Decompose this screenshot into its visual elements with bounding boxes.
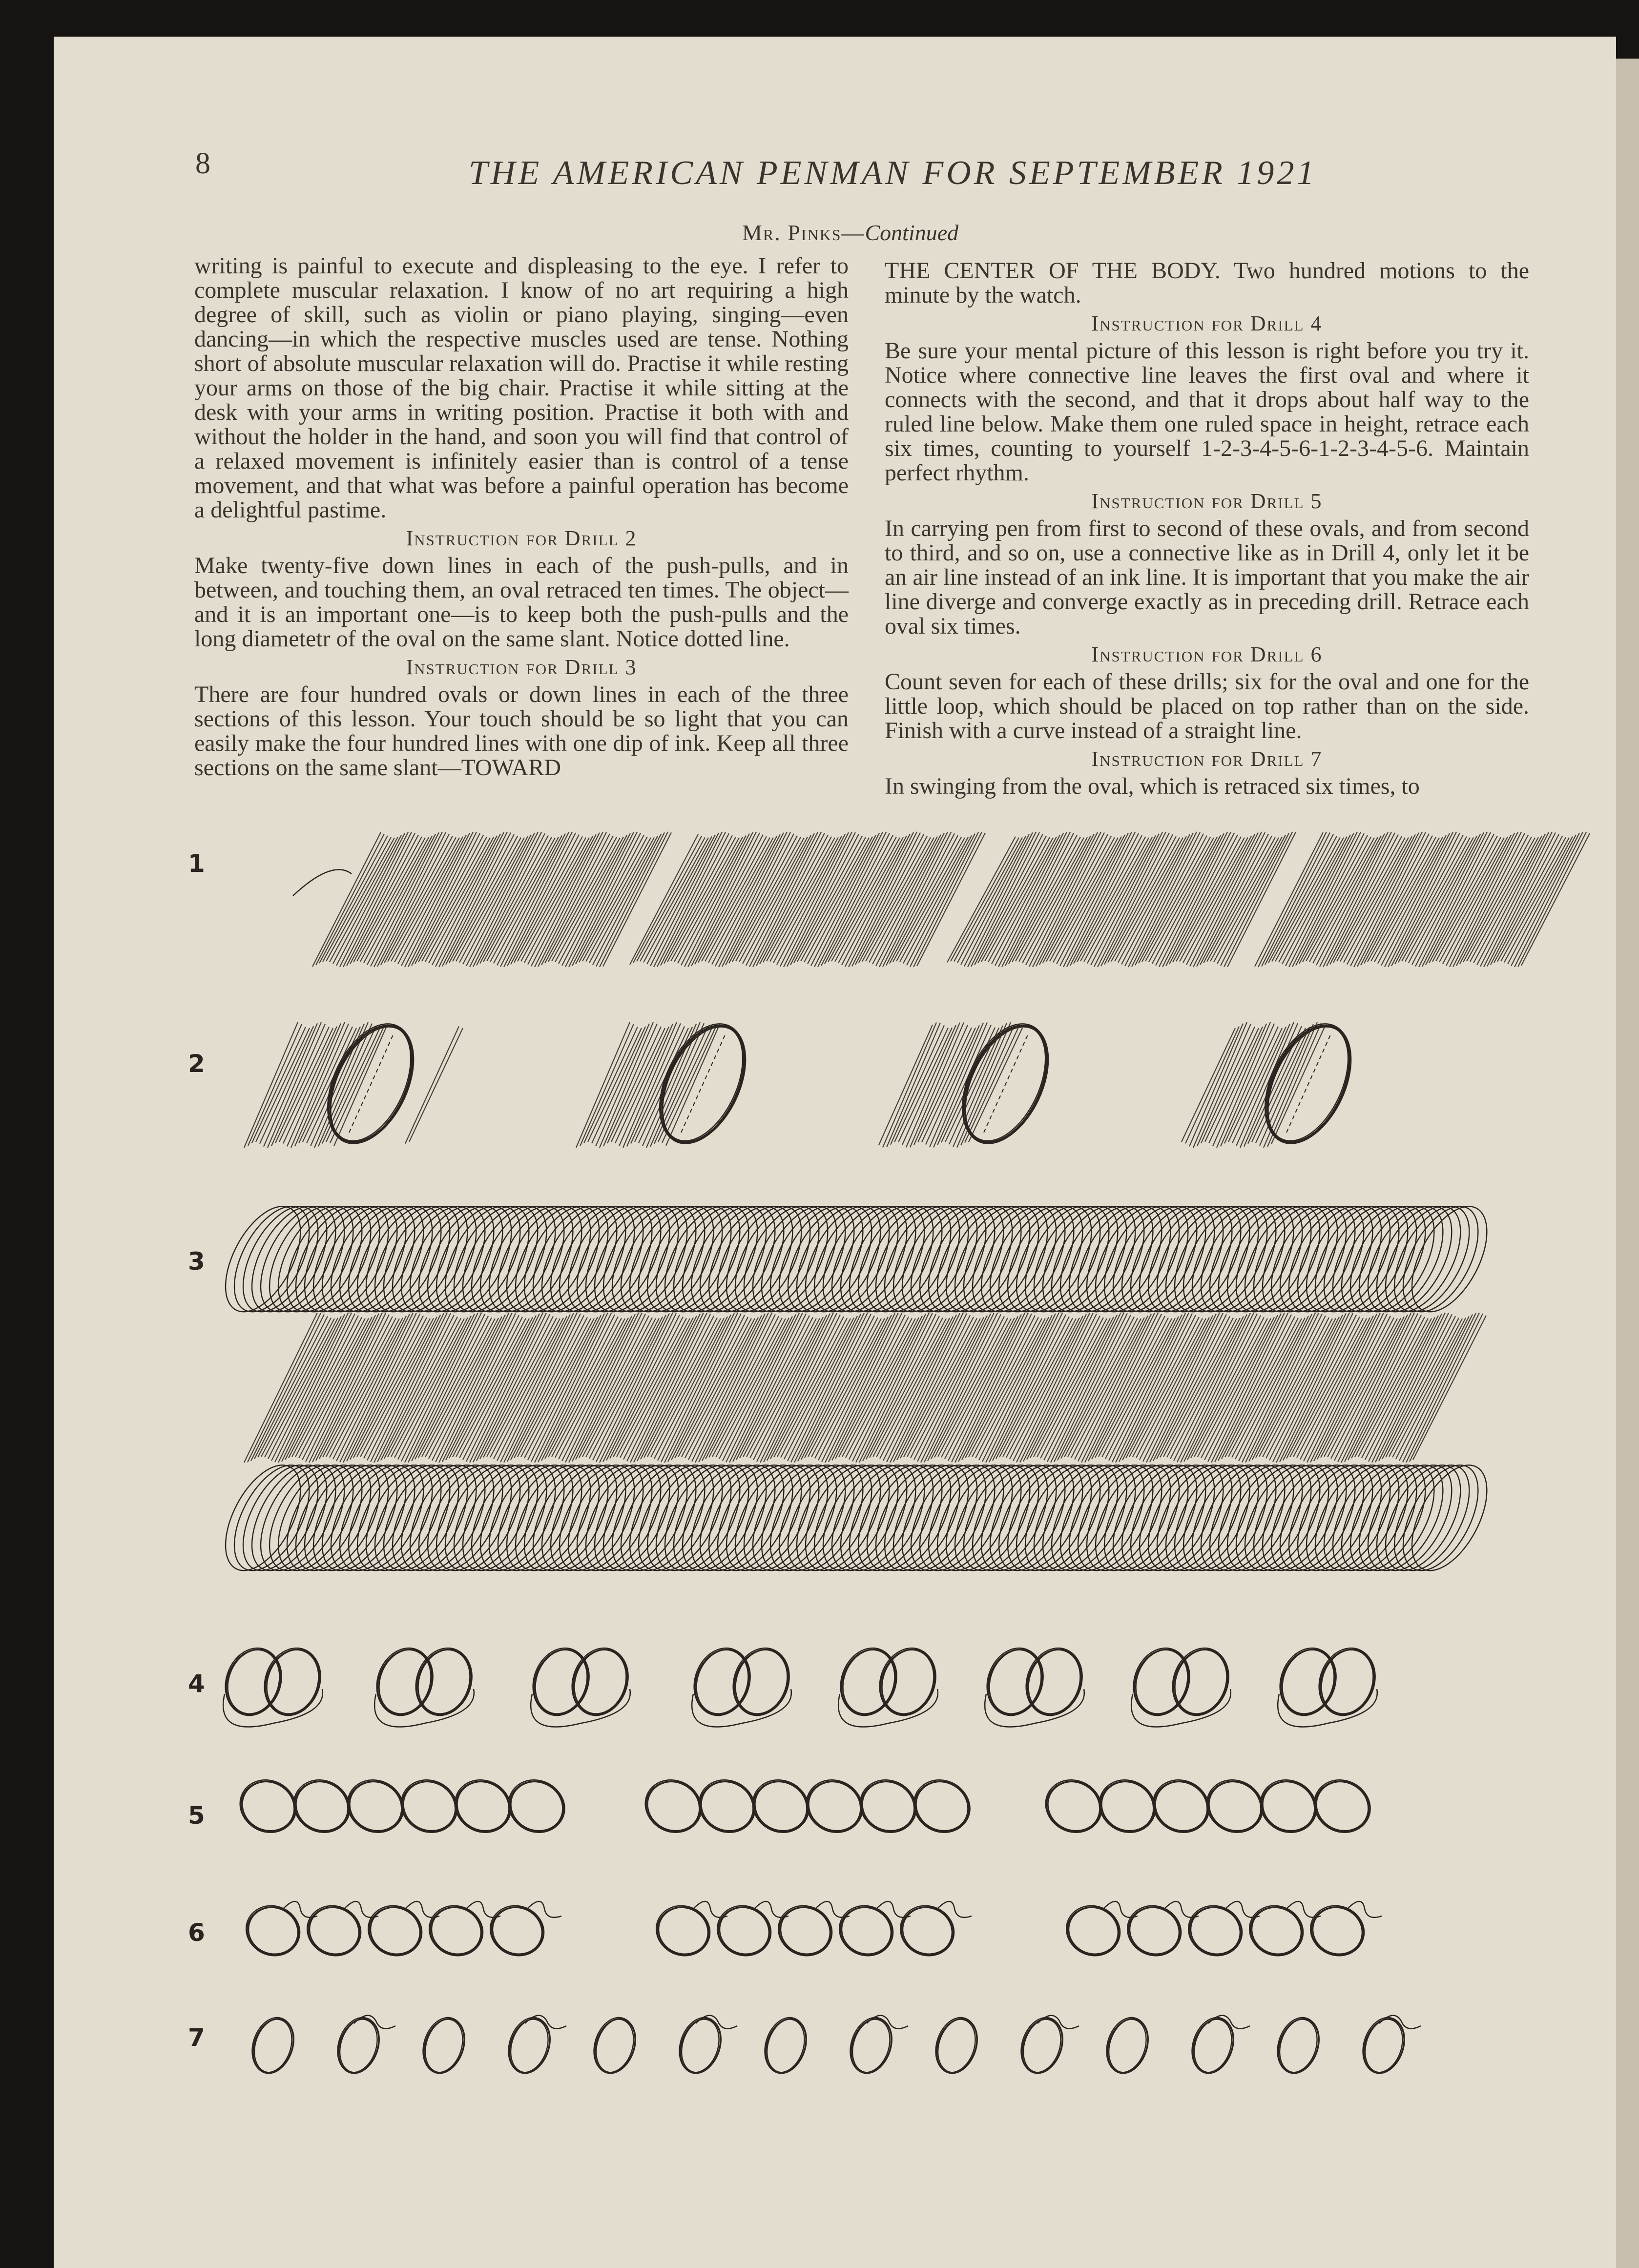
oval-stroke xyxy=(241,1900,305,1962)
drill-1-block-4 xyxy=(1255,832,1590,967)
oval-stroke xyxy=(1308,1773,1377,1839)
oval-stroke xyxy=(693,1773,762,1839)
oval-stroke xyxy=(1313,1642,1383,1721)
drill-6-oval xyxy=(1304,1898,1371,1963)
oval-stroke xyxy=(1038,1773,1108,1840)
drill-4-oval-left xyxy=(368,1640,442,1723)
oval-stroke xyxy=(1127,1642,1197,1721)
drill-6-oval xyxy=(361,1898,429,1963)
oval-stroke xyxy=(688,1642,758,1721)
drill-7-oval xyxy=(1185,2012,1241,2079)
oval-stroke xyxy=(1123,1900,1186,1961)
drill-7-oval xyxy=(673,2012,728,2079)
drill-6-top-loop xyxy=(937,1901,972,1917)
oval-stroke xyxy=(1040,1773,1108,1839)
drill-7-oval xyxy=(929,2012,984,2079)
oval-stroke xyxy=(1244,1900,1308,1962)
drill-3-downstroke-band xyxy=(244,1313,1486,1463)
drill-5-oval xyxy=(1306,1771,1379,1841)
drill-6-oval xyxy=(483,1898,551,1963)
drill-label-2: 2 xyxy=(188,1050,205,1078)
oval-stroke xyxy=(835,1900,900,1962)
oval-stroke xyxy=(1307,1773,1376,1840)
drill-2-oval-3 xyxy=(945,1010,1065,1157)
drill-label-7: 7 xyxy=(188,2023,205,2052)
oval-stroke xyxy=(651,1900,715,1962)
paragraph: THE CENTER OF THE BODY. Two hundred motions to the minute by the watch. xyxy=(885,258,1529,308)
drill-2-right-block-1 xyxy=(405,1026,463,1143)
oval-stroke xyxy=(1183,1900,1247,1962)
oval-stroke xyxy=(834,1642,904,1721)
oval-stroke xyxy=(1305,1900,1369,1962)
paragraph: writing is painful to execute and displeasing to the eye. I refer to complete muscular relaxation. I know of no art requiring a high degree of skill, such as violin or piano playing, singing—even dancing—in which the respective muscles used are tense. Nothing short of absolute muscular relaxation will do. Practise it while resting your arms on those of the big chair. Practise it while sitting at the desk with your arms in writing position. Practise it both with and without the holder in the hand, and soon you will find that control of a relaxed movement is infinitely easier than is control of a tense movement, and that what was before a painful operation has become a delightful pastime. xyxy=(194,253,849,523)
oval-stroke xyxy=(1245,1900,1308,1961)
drill-6-oval xyxy=(832,1898,900,1963)
drill-4-oval-right xyxy=(871,1640,945,1723)
paragraph: Be sure your mental picture of this lesson is right before you try it. Notice where connective line leaves the first oval and where it connects with the second, and that it drops about half way to the ruled line below. Make them one ruled space in height, retrace each six times, counting to yourself 1-2-3-4-5-6-1-2-3-4-5-6. Maintain perfect rhythm. xyxy=(885,338,1529,486)
oval-stroke xyxy=(394,1773,463,1840)
oval-stroke xyxy=(303,1900,368,1962)
paragraph: Count seven for each of these drills; six for the oval and one for the little loop, which should be placed on top rather than on the side. Finish with a curve instead of a straight line. xyxy=(885,669,1529,743)
drill-4-oval-left xyxy=(1124,1640,1199,1723)
paragraph: Make twenty-five down lines in each of the push-pulls, and in between, and touching them, an oval retraced ten times. The object—and it is an important one—is to keep both the push-pulls and the long diametetr of the oval on the same slant. Notice dotted line. xyxy=(194,553,849,652)
drill-6-oval xyxy=(1120,1898,1188,1963)
oval-stroke xyxy=(773,1900,837,1962)
oval-stroke xyxy=(233,1773,302,1840)
oval-stroke xyxy=(854,1773,923,1839)
oval-stroke xyxy=(287,1773,356,1840)
section-heading: Instruction for Drill 2 xyxy=(406,526,637,550)
drill-2-left-block-1 xyxy=(244,1022,388,1148)
drill-4-oval-right xyxy=(724,1640,798,1723)
oval-stroke xyxy=(895,1900,959,1962)
oval-stroke xyxy=(896,1900,959,1961)
drill-6-oval xyxy=(1182,1898,1249,1963)
paragraph: In carrying pen from first to second of these ovals, and from second to third, and so on, use a connective like as in Drill 4, only let it be an air line instead of an ink line. It is important that you make the air line diverge and converge exactly as in preceding drill. Retrace each oval six times. xyxy=(885,515,1529,639)
oval-stroke xyxy=(652,1900,715,1961)
drill-6-oval xyxy=(893,1898,961,1963)
drill-7-oval xyxy=(587,2012,643,2079)
oval-stroke xyxy=(908,1773,976,1839)
oval-stroke xyxy=(449,1773,518,1839)
oval-stroke xyxy=(258,1642,328,1721)
oval-stroke xyxy=(747,1773,815,1839)
drill-6-top-loop xyxy=(1348,1901,1382,1917)
oval-stroke xyxy=(774,1900,839,1962)
drill-label-3: 3 xyxy=(188,1247,205,1276)
drill-2-slant-guide xyxy=(984,1035,1028,1133)
oval-stroke xyxy=(1062,1900,1127,1962)
section-heading: Instruction for Drill 4 xyxy=(1091,311,1323,335)
drill-5-oval xyxy=(500,1771,573,1841)
oval-stroke xyxy=(835,1900,898,1961)
drill-5-oval xyxy=(905,1771,978,1841)
oval-stroke xyxy=(1200,1773,1269,1840)
oval-stroke xyxy=(692,1773,761,1840)
oval-stroke xyxy=(907,1773,976,1840)
oval-stroke xyxy=(1307,1900,1369,1961)
drill-6-oval xyxy=(422,1898,490,1963)
drill-6-top-loop xyxy=(527,1901,561,1917)
oval-stroke xyxy=(1122,1900,1186,1962)
drill-4-oval-right xyxy=(255,1640,330,1723)
oval-stroke xyxy=(486,1900,551,1962)
section-heading: Instruction for Drill 5 xyxy=(1091,489,1323,513)
drill-4-oval-left xyxy=(831,1640,906,1723)
oval-stroke xyxy=(1253,1773,1323,1840)
oval-stroke xyxy=(1147,1773,1216,1839)
drill-7-oval xyxy=(416,2012,472,2079)
section-heading: Instruction for Drill 6 xyxy=(1091,642,1323,666)
oval-stroke xyxy=(566,1642,636,1721)
drill-4-oval-left xyxy=(1271,1640,1345,1723)
oval-stroke xyxy=(363,1900,427,1962)
oval-stroke xyxy=(640,1773,708,1839)
oval-stroke xyxy=(652,1900,717,1962)
oval-stroke xyxy=(713,1900,778,1962)
oval-stroke xyxy=(486,1900,549,1961)
drill-label-1: 1 xyxy=(188,849,205,878)
oval-stroke xyxy=(425,1900,488,1961)
oval-stroke xyxy=(371,1642,440,1721)
oval-stroke xyxy=(713,1900,776,1961)
drill-4-oval-right xyxy=(563,1640,637,1723)
drill-4-oval-left xyxy=(978,1640,1052,1723)
oval-stroke xyxy=(1274,1642,1344,1721)
oval-stroke xyxy=(303,1900,366,1961)
oval-stroke xyxy=(638,1773,707,1840)
section-heading: Instruction for Drill 3 xyxy=(406,655,637,679)
drill-7-oval xyxy=(758,2012,813,2079)
drill-2-slant-guide xyxy=(349,1035,393,1133)
oval-stroke xyxy=(448,1773,517,1840)
oval-stroke xyxy=(746,1773,815,1840)
oval-stroke xyxy=(1020,1642,1090,1721)
drill-2-left-block-3 xyxy=(879,1022,1022,1147)
oval-stroke xyxy=(395,1773,464,1839)
oval-stroke xyxy=(425,1900,490,1962)
oval-stroke xyxy=(234,1773,303,1839)
oval-stroke xyxy=(302,1900,366,1962)
oval-stroke xyxy=(981,1642,1051,1721)
oval-stroke xyxy=(1255,1773,1323,1839)
drill-4-oval-right xyxy=(1310,1640,1384,1723)
oval-stroke xyxy=(364,1900,429,1962)
oval-stroke xyxy=(501,1773,571,1840)
oval-stroke xyxy=(424,1900,488,1962)
drill-1-lead-stroke xyxy=(293,869,352,896)
drill-7-oval xyxy=(1356,2012,1411,2079)
oval-stroke xyxy=(1249,1012,1366,1155)
continued-label: Continued xyxy=(865,220,959,245)
paragraph: There are four hundred ovals or down lines in each of the three sections of this lesson. Your touch should be so light that you can easily make the four hundred lines with one dip of ink. Keep all three sections on the same slant—TOWARD xyxy=(194,681,849,781)
oval-stroke xyxy=(1245,1900,1310,1962)
oval-stroke xyxy=(340,1773,410,1840)
oval-stroke xyxy=(503,1773,571,1839)
drill-6-oval xyxy=(771,1898,839,1963)
drill-1-block-3 xyxy=(947,832,1296,967)
oval-stroke xyxy=(643,1010,763,1156)
drill-6-oval xyxy=(300,1898,368,1963)
drill-2-left-block-4 xyxy=(1182,1022,1325,1148)
drill-label-6: 6 xyxy=(188,1918,205,1947)
paragraph: In swinging from the oval, which is retraced six times, to xyxy=(885,773,1420,799)
drill-4-oval-left xyxy=(524,1640,598,1723)
oval-stroke xyxy=(1123,1900,1188,1962)
drill-6-oval xyxy=(1243,1898,1310,1963)
oval-stroke xyxy=(242,1900,305,1961)
author-name: Mr. Pinks— xyxy=(742,220,865,245)
oval-stroke xyxy=(485,1900,549,1962)
oval-stroke xyxy=(834,1900,898,1962)
drill-4-oval-right xyxy=(1017,1640,1091,1723)
drill-4-oval-right xyxy=(407,1640,481,1723)
oval-stroke xyxy=(1061,1900,1125,1962)
oval-stroke xyxy=(1092,1773,1162,1840)
oval-stroke xyxy=(896,1900,961,1962)
oval-stroke xyxy=(1062,1900,1125,1961)
drill-2-oval-2 xyxy=(643,1010,763,1157)
oval-stroke xyxy=(801,1773,869,1839)
oval-stroke xyxy=(527,1642,597,1721)
oval-stroke xyxy=(219,1642,289,1721)
drill-6-oval xyxy=(649,1898,717,1963)
drill-label-4: 4 xyxy=(188,1670,205,1698)
drill-7-oval xyxy=(1271,2012,1326,2079)
drill-7-oval xyxy=(844,2012,899,2079)
oval-stroke xyxy=(364,1900,427,1961)
drill-7-oval xyxy=(331,2012,386,2079)
section-heading: Instruction for Drill 7 xyxy=(1091,747,1323,771)
drill-7-oval xyxy=(1015,2012,1070,2079)
oval-stroke xyxy=(242,1900,307,1962)
drill-4-oval-left xyxy=(685,1640,759,1723)
drill-1-block-2 xyxy=(630,832,985,967)
oval-stroke xyxy=(1166,1642,1236,1721)
oval-stroke xyxy=(799,1773,869,1840)
drill-6-oval xyxy=(710,1898,778,1963)
oval-stroke xyxy=(774,1900,837,1961)
running-head: THE AMERICAN PENMAN FOR SEPTEMBER 1921 xyxy=(469,154,1317,192)
drill-4-oval-right xyxy=(1163,1640,1238,1723)
page-number: 8 xyxy=(195,147,210,180)
drill-6-oval xyxy=(1059,1898,1127,1963)
oval-stroke xyxy=(1201,1773,1269,1839)
oval-stroke xyxy=(288,1773,356,1839)
drill-7-oval xyxy=(502,2012,557,2079)
drill-2-slant-guide xyxy=(1286,1035,1330,1133)
oval-stroke xyxy=(1184,1900,1247,1961)
drill-2-left-block-2 xyxy=(576,1022,720,1148)
drill-6-oval xyxy=(239,1898,307,1963)
drill-2-slant-guide xyxy=(681,1035,725,1133)
oval-stroke xyxy=(1306,1900,1371,1962)
drill-7-oval xyxy=(1100,2012,1155,2079)
oval-stroke xyxy=(873,1642,943,1721)
oval-stroke xyxy=(1094,1773,1162,1839)
oval-stroke xyxy=(342,1773,410,1839)
oval-stroke xyxy=(1146,1773,1215,1840)
oval-stroke xyxy=(712,1900,776,1962)
oval-stroke xyxy=(1184,1900,1249,1962)
drill-7-oval xyxy=(246,2012,301,2079)
drill-label-5: 5 xyxy=(188,1801,205,1830)
drill-4-oval-left xyxy=(216,1640,290,1723)
oval-stroke xyxy=(853,1773,922,1840)
oval-stroke xyxy=(410,1642,479,1721)
drill-1-block-1 xyxy=(312,832,671,967)
oval-stroke xyxy=(727,1642,797,1721)
